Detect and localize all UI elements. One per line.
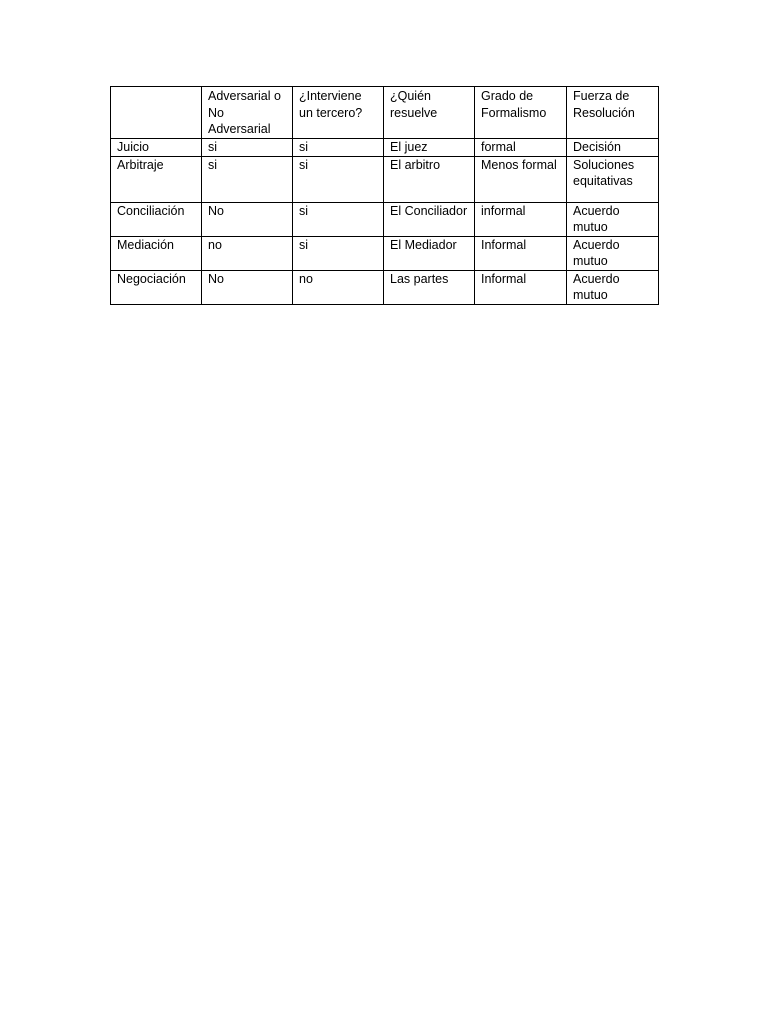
table-cell: si [293, 202, 384, 236]
table-cell: El juez [384, 139, 475, 157]
table-cell: no [202, 236, 293, 270]
table-cell: si [202, 139, 293, 157]
table-cell: formal [475, 139, 567, 157]
table-cell: si [293, 139, 384, 157]
table-cell: si [293, 236, 384, 270]
table-cell: Soluciones equitativas [567, 156, 659, 202]
header-cell-tercero: ¿Interviene un tercero? [293, 87, 384, 139]
row-label-cell: Conciliación [111, 202, 202, 236]
header-cell-fuerza: Fuerza de Resolución [567, 87, 659, 139]
table-cell: Informal [475, 236, 567, 270]
table-cell: Informal [475, 270, 567, 304]
row-label-cell: Mediación [111, 236, 202, 270]
header-cell-formalismo: Grado de Formalismo [475, 87, 567, 139]
table-cell: No [202, 202, 293, 236]
table-cell: El Mediador [384, 236, 475, 270]
comparison-table [110, 86, 659, 305]
row-label-cell: Arbitraje [111, 156, 202, 202]
row-label-cell: Juicio [111, 139, 202, 157]
table-row [111, 270, 659, 304]
table-cell: El arbitro [384, 156, 475, 202]
header-cell-quien-resuelve: ¿Quién resuelve [384, 87, 475, 139]
table-cell: No [202, 270, 293, 304]
table-cell: si [293, 156, 384, 202]
table-cell: Acuerdo mutuo [567, 202, 659, 236]
header-cell-adversarial: Adversarial o No Adversarial [202, 87, 293, 139]
table-row [111, 202, 659, 236]
table-cell: Las partes [384, 270, 475, 304]
row-label-cell: Negociación [111, 270, 202, 304]
table-cell: Decisión [567, 139, 659, 157]
table-row [111, 236, 659, 270]
header-cell-empty [111, 87, 202, 139]
table-cell: Menos formal [475, 156, 567, 202]
table-header-row [111, 87, 659, 139]
table-cell: no [293, 270, 384, 304]
table-cell: Acuerdo mutuo [567, 236, 659, 270]
table-cell: informal [475, 202, 567, 236]
table-cell: Acuerdo mutuo [567, 270, 659, 304]
table-cell: si [202, 156, 293, 202]
table-cell: El Conciliador [384, 202, 475, 236]
table-row [111, 156, 659, 202]
table-row [111, 139, 659, 157]
